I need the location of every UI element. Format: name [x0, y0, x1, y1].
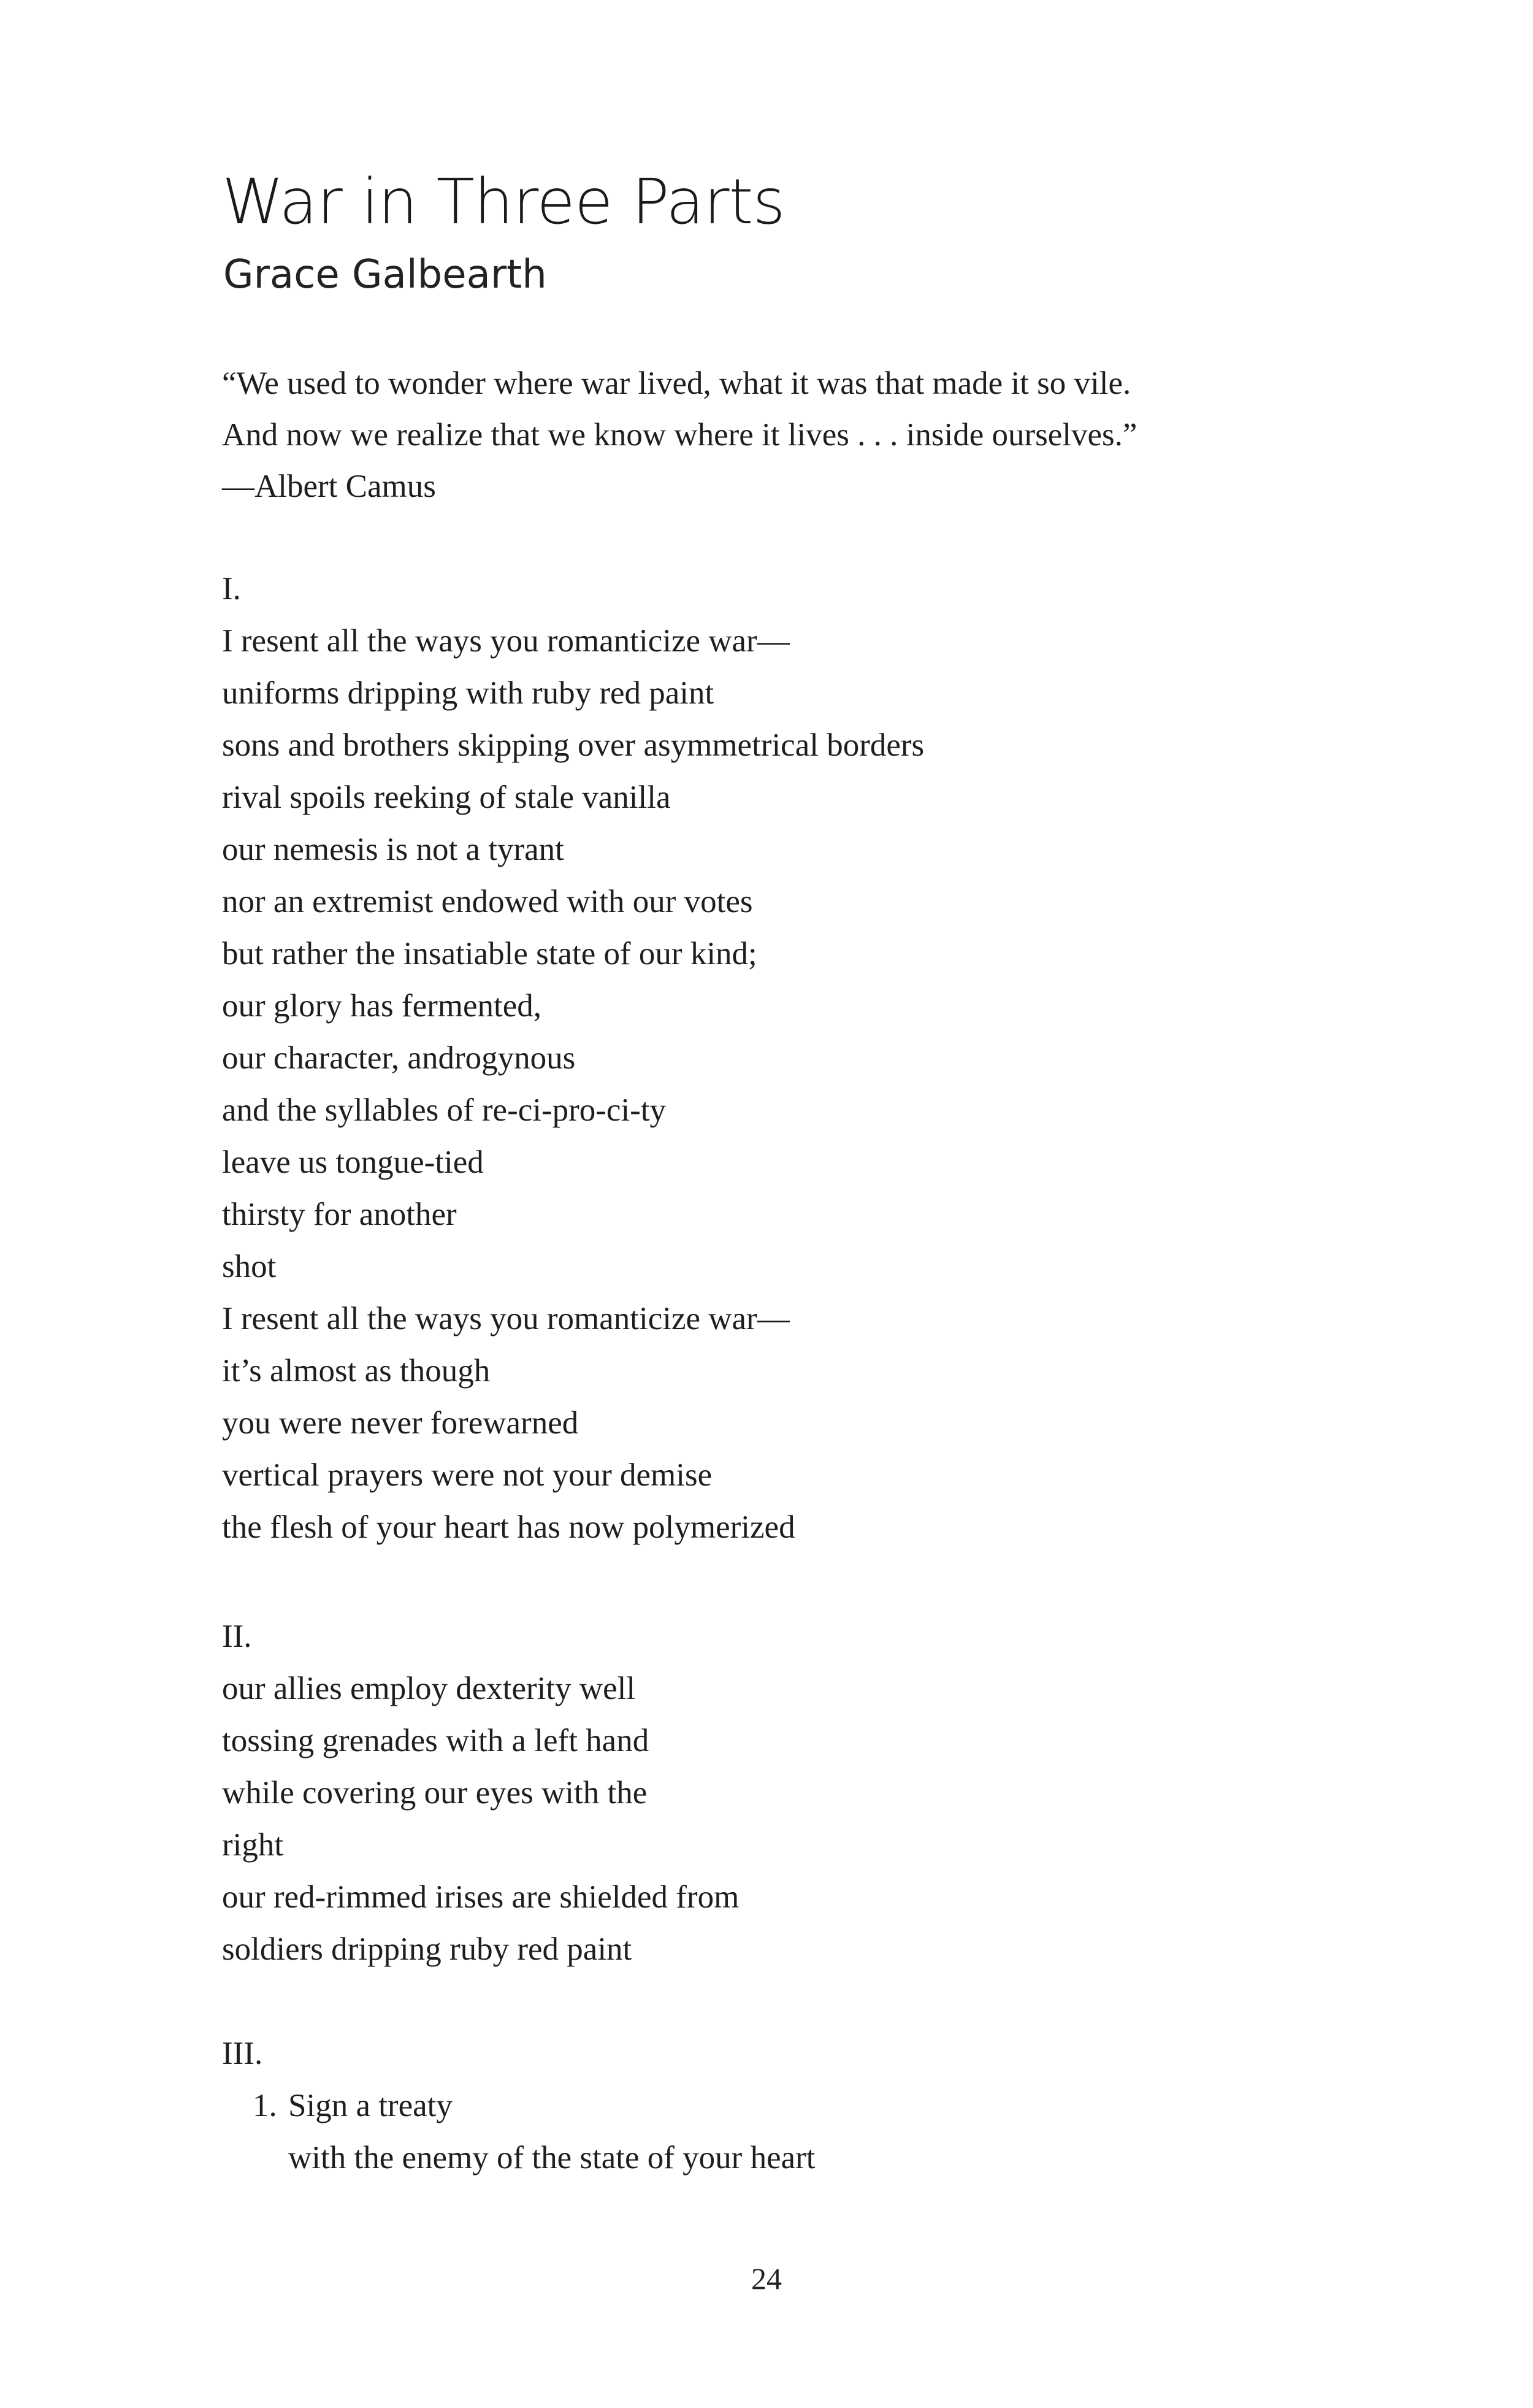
section-heading: I.: [222, 571, 241, 607]
poem-line: thirsty for another: [222, 1197, 457, 1232]
epigraph-attribution: —Albert Camus: [222, 469, 436, 504]
poem-line: our nemesis is not a tyrant: [222, 832, 564, 867]
poem-line: uniforms dripping with ruby red paint: [222, 675, 714, 711]
poem-line: our glory has fermented,: [222, 988, 541, 1024]
poem-line: our character, androgynous: [222, 1040, 576, 1076]
poem-line: I resent all the ways you romanticize war—: [222, 1301, 790, 1336]
poem-line: sons and brothers skipping over asymmetrical borders: [222, 727, 925, 763]
poem-line: the flesh of your heart has now polymerized: [222, 1509, 795, 1545]
poem-line: shot: [222, 1249, 277, 1284]
section-heading: III.: [222, 2036, 263, 2071]
item-number: 1.: [253, 2088, 277, 2123]
section-heading: II.: [222, 1619, 252, 1654]
poem-line: and the syllables of re-ci-pro-ci-ty: [222, 1092, 667, 1128]
poem-line: while covering our eyes with the: [222, 1775, 648, 1811]
poem-line: our red-rimmed irises are shielded from: [222, 1879, 740, 1915]
epigraph: [222, 358, 1137, 512]
poem-line: tossing grenades with a left hand: [222, 1723, 649, 1758]
poem-author: Grace Galbearth: [223, 252, 547, 297]
poem-line: it’s almost as though: [222, 1353, 491, 1389]
poem-line: vertical prayers were not your demise: [222, 1457, 713, 1493]
section-2: [222, 1611, 739, 1976]
numbered-item: [253, 2080, 816, 2184]
poem-line: right: [222, 1827, 284, 1863]
poem-title: War in Three Parts: [222, 166, 785, 239]
poem-line: leave us tongue-tied: [222, 1145, 484, 1180]
page-number: 24: [751, 2261, 782, 2296]
poem-line: with the enemy of the state of your heart: [288, 2140, 816, 2176]
poem-line: I resent all the ways you romanticize war—: [222, 623, 790, 659]
poem-line: soldiers dripping ruby red paint: [222, 1931, 632, 1967]
poem-line: you were never forewarned: [222, 1405, 579, 1441]
poem-line: our allies employ dexterity well: [222, 1671, 636, 1706]
poem-line: rival spoils reeking of stale vanilla: [222, 780, 671, 815]
section-1: [222, 563, 924, 1554]
section-3: [222, 2028, 262, 2080]
epigraph-line: “We used to wonder where war lived, what it was that made it so vile.: [222, 366, 1131, 401]
numbered-item-line: [253, 2080, 816, 2132]
poem-line: Sign a treaty: [288, 2088, 453, 2123]
poem-line: but rather the insatiable state of our kind;: [222, 936, 757, 972]
epigraph-line: And now we realize that we know where it lives . . . inside ourselves.”: [222, 417, 1137, 453]
poem-line: nor an extremist endowed with our votes: [222, 884, 753, 919]
